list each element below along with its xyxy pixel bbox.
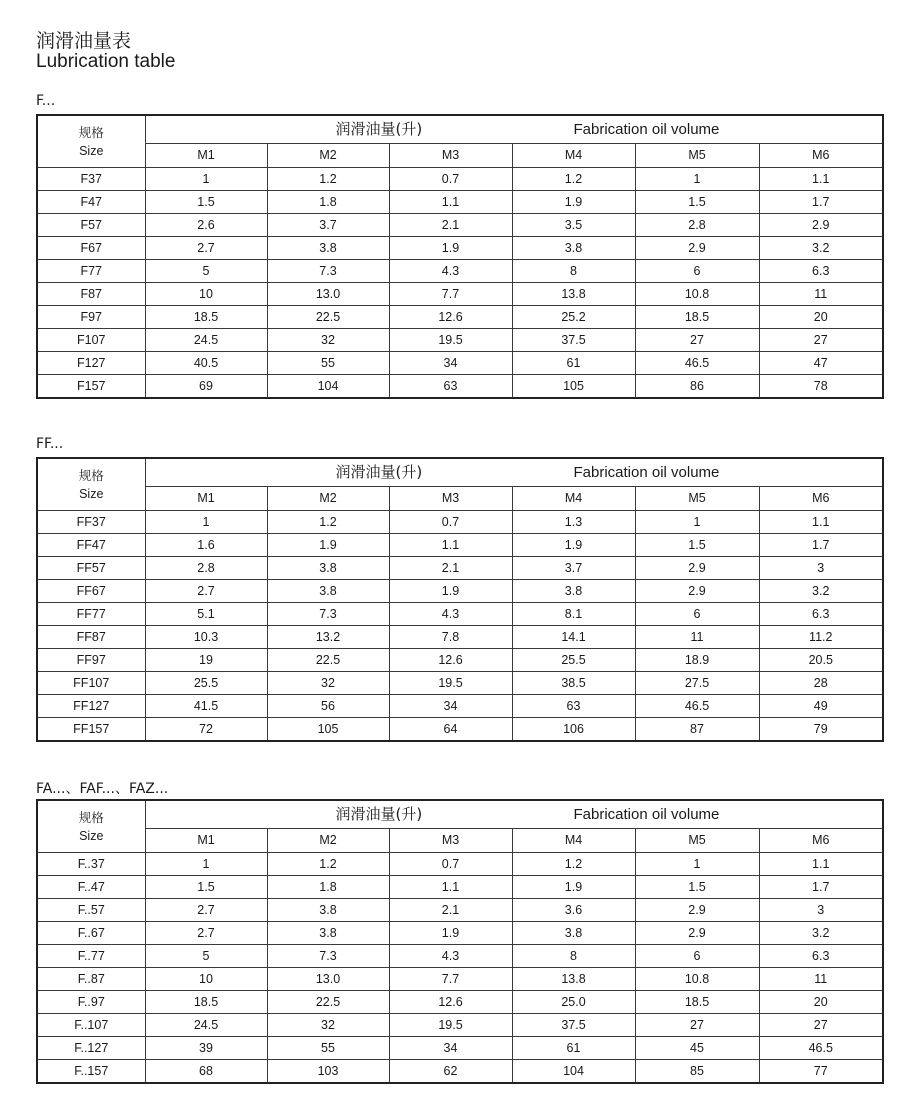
volume-cell: 3.2 xyxy=(759,580,883,603)
column-header: M1 xyxy=(145,144,267,168)
volume-cell: 2.9 xyxy=(635,899,759,922)
size-cell: F..57 xyxy=(37,899,145,922)
volume-cell: 85 xyxy=(635,1060,759,1084)
volume-cell: 27 xyxy=(635,1014,759,1037)
volume-cell: 45 xyxy=(635,1037,759,1060)
volume-cell: 2.7 xyxy=(145,580,267,603)
volume-cell: 4.3 xyxy=(389,260,512,283)
column-header: M4 xyxy=(512,487,635,511)
volume-cell: 19 xyxy=(145,649,267,672)
volume-cell: 2.9 xyxy=(759,214,883,237)
volume-cell: 11 xyxy=(759,968,883,991)
volume-cell: 1.3 xyxy=(512,511,635,534)
size-cell: FF37 xyxy=(37,511,145,534)
group-header-cn: 润滑油量(升) xyxy=(335,805,423,823)
volume-cell: 27.5 xyxy=(635,672,759,695)
size-cell: F37 xyxy=(37,168,145,191)
volume-cell: 61 xyxy=(512,352,635,375)
section-label: F... xyxy=(36,93,56,109)
volume-cell: 6.3 xyxy=(759,945,883,968)
size-cell: FF67 xyxy=(37,580,145,603)
volume-cell: 1.9 xyxy=(512,876,635,899)
volume-cell: 10.3 xyxy=(145,626,267,649)
volume-cell: 1.1 xyxy=(389,534,512,557)
volume-cell: 103 xyxy=(267,1060,389,1084)
volume-cell: 34 xyxy=(389,352,512,375)
volume-cell: 64 xyxy=(389,718,512,742)
volume-cell: 1.2 xyxy=(512,853,635,876)
volume-cell: 39 xyxy=(145,1037,267,1060)
volume-cell: 1.5 xyxy=(145,191,267,214)
column-header: M6 xyxy=(759,829,883,853)
volume-cell: 37.5 xyxy=(512,1014,635,1037)
size-cell: F107 xyxy=(37,329,145,352)
table-row xyxy=(37,672,883,695)
oil-volume-group-header xyxy=(145,800,883,829)
volume-cell: 46.5 xyxy=(635,695,759,718)
size-header-en: Size xyxy=(79,486,104,501)
volume-cell: 0.7 xyxy=(389,511,512,534)
column-header: M3 xyxy=(389,487,512,511)
volume-cell: 2.9 xyxy=(635,557,759,580)
volume-cell: 1 xyxy=(635,511,759,534)
section-label: FA...、FAF...、FAZ... xyxy=(36,781,169,797)
volume-cell: 18.5 xyxy=(635,306,759,329)
volume-cell: 32 xyxy=(267,329,389,352)
table-row xyxy=(37,511,883,534)
volume-cell: 1 xyxy=(145,511,267,534)
column-header: M2 xyxy=(267,487,389,511)
page-title-cn: 润滑油量表 xyxy=(36,30,132,52)
volume-cell: 2.1 xyxy=(389,557,512,580)
volume-cell: 2.9 xyxy=(635,580,759,603)
volume-cell: 20 xyxy=(759,991,883,1014)
size-cell: FF87 xyxy=(37,626,145,649)
volume-cell: 32 xyxy=(267,672,389,695)
volume-cell: 25.5 xyxy=(512,649,635,672)
volume-cell: 7.3 xyxy=(267,603,389,626)
volume-cell: 27 xyxy=(635,329,759,352)
lubrication-table xyxy=(36,114,884,399)
volume-cell: 11 xyxy=(759,283,883,306)
volume-cell: 7.7 xyxy=(389,968,512,991)
volume-cell: 1.6 xyxy=(145,534,267,557)
volume-cell: 22.5 xyxy=(267,649,389,672)
volume-cell: 34 xyxy=(389,695,512,718)
size-cell: F157 xyxy=(37,375,145,399)
volume-cell: 2.1 xyxy=(389,899,512,922)
size-cell: FF57 xyxy=(37,557,145,580)
volume-cell: 10.8 xyxy=(635,968,759,991)
table-row xyxy=(37,626,883,649)
volume-cell: 3.5 xyxy=(512,214,635,237)
volume-cell: 1.2 xyxy=(267,511,389,534)
volume-cell: 1.9 xyxy=(512,534,635,557)
volume-cell: 68 xyxy=(145,1060,267,1084)
volume-cell: 3.6 xyxy=(512,899,635,922)
group-header-en: Fabrication oil volume xyxy=(573,464,720,481)
volume-cell: 1.2 xyxy=(267,168,389,191)
volume-cell: 25.0 xyxy=(512,991,635,1014)
volume-cell: 3.8 xyxy=(267,922,389,945)
size-cell: F87 xyxy=(37,283,145,306)
volume-cell: 1 xyxy=(635,168,759,191)
volume-cell: 20 xyxy=(759,306,883,329)
size-cell: FF47 xyxy=(37,534,145,557)
volume-cell: 105 xyxy=(512,375,635,399)
table-row xyxy=(37,1060,883,1084)
table-row xyxy=(37,853,883,876)
volume-cell: 78 xyxy=(759,375,883,399)
size-cell: FF157 xyxy=(37,718,145,742)
table-row xyxy=(37,534,883,557)
volume-cell: 4.3 xyxy=(389,603,512,626)
volume-cell: 1.5 xyxy=(635,191,759,214)
volume-cell: 1.5 xyxy=(635,534,759,557)
volume-cell: 1.1 xyxy=(389,191,512,214)
volume-cell: 5 xyxy=(145,260,267,283)
volume-cell: 3.7 xyxy=(512,557,635,580)
table-row xyxy=(37,1014,883,1037)
table-row xyxy=(37,718,883,742)
volume-cell: 87 xyxy=(635,718,759,742)
volume-cell: 106 xyxy=(512,718,635,742)
volume-cell: 0.7 xyxy=(389,853,512,876)
volume-cell: 19.5 xyxy=(389,672,512,695)
volume-cell: 5 xyxy=(145,945,267,968)
size-cell: F..107 xyxy=(37,1014,145,1037)
volume-cell: 18.9 xyxy=(635,649,759,672)
column-header: M3 xyxy=(389,829,512,853)
volume-cell: 46.5 xyxy=(759,1037,883,1060)
volume-cell: 13.0 xyxy=(267,968,389,991)
volume-cell: 1.8 xyxy=(267,876,389,899)
volume-cell: 1.5 xyxy=(635,876,759,899)
volume-cell: 1.1 xyxy=(389,876,512,899)
page-title-en: Lubrication table xyxy=(36,51,176,72)
table-row xyxy=(37,214,883,237)
volume-cell: 2.6 xyxy=(145,214,267,237)
volume-cell: 19.5 xyxy=(389,329,512,352)
volume-cell: 62 xyxy=(389,1060,512,1084)
volume-cell: 1 xyxy=(145,853,267,876)
volume-cell: 8 xyxy=(512,945,635,968)
column-header: M4 xyxy=(512,144,635,168)
volume-cell: 3 xyxy=(759,899,883,922)
oil-volume-group-header xyxy=(145,458,883,487)
volume-cell: 2.7 xyxy=(145,237,267,260)
table-row xyxy=(37,237,883,260)
volume-cell: 6 xyxy=(635,260,759,283)
volume-cell: 1.9 xyxy=(512,191,635,214)
size-cell: F..47 xyxy=(37,876,145,899)
table-row xyxy=(37,945,883,968)
volume-cell: 13.0 xyxy=(267,283,389,306)
volume-cell: 3.8 xyxy=(267,899,389,922)
volume-cell: 2.9 xyxy=(635,237,759,260)
volume-cell: 12.6 xyxy=(389,306,512,329)
size-header-cn: 规格 xyxy=(78,468,104,483)
volume-cell: 1.9 xyxy=(389,237,512,260)
size-cell: F77 xyxy=(37,260,145,283)
volume-cell: 1.7 xyxy=(759,191,883,214)
column-header: M4 xyxy=(512,829,635,853)
volume-cell: 1.5 xyxy=(145,876,267,899)
size-header xyxy=(37,115,145,168)
column-header: M1 xyxy=(145,829,267,853)
volume-cell: 77 xyxy=(759,1060,883,1084)
volume-cell: 24.5 xyxy=(145,1014,267,1037)
volume-cell: 11.2 xyxy=(759,626,883,649)
volume-cell: 41.5 xyxy=(145,695,267,718)
size-cell: F..77 xyxy=(37,945,145,968)
volume-cell: 2.8 xyxy=(145,557,267,580)
column-header: M6 xyxy=(759,144,883,168)
size-cell: FF77 xyxy=(37,603,145,626)
size-cell: F97 xyxy=(37,306,145,329)
column-header: M2 xyxy=(267,829,389,853)
volume-cell: 3.8 xyxy=(267,557,389,580)
table-row xyxy=(37,306,883,329)
volume-cell: 7.8 xyxy=(389,626,512,649)
volume-cell: 104 xyxy=(512,1060,635,1084)
volume-cell: 13.8 xyxy=(512,283,635,306)
volume-cell: 86 xyxy=(635,375,759,399)
size-header-cn: 规格 xyxy=(78,810,104,825)
volume-cell: 13.2 xyxy=(267,626,389,649)
volume-cell: 79 xyxy=(759,718,883,742)
volume-cell: 1.1 xyxy=(759,853,883,876)
volume-cell: 11 xyxy=(635,626,759,649)
table-row xyxy=(37,922,883,945)
volume-cell: 105 xyxy=(267,718,389,742)
volume-cell: 1 xyxy=(635,853,759,876)
volume-cell: 63 xyxy=(512,695,635,718)
volume-cell: 3.8 xyxy=(512,237,635,260)
table-row xyxy=(37,260,883,283)
volume-cell: 25.5 xyxy=(145,672,267,695)
group-header-en: Fabrication oil volume xyxy=(573,121,720,138)
volume-cell: 1.8 xyxy=(267,191,389,214)
volume-cell: 2.8 xyxy=(635,214,759,237)
size-cell: F..97 xyxy=(37,991,145,1014)
size-header-en: Size xyxy=(79,143,104,158)
volume-cell: 19.5 xyxy=(389,1014,512,1037)
size-cell: F..67 xyxy=(37,922,145,945)
size-cell: FF127 xyxy=(37,695,145,718)
oil-volume-group-header xyxy=(145,115,883,144)
size-cell: FF107 xyxy=(37,672,145,695)
volume-cell: 0.7 xyxy=(389,168,512,191)
size-cell: F57 xyxy=(37,214,145,237)
column-header: M1 xyxy=(145,487,267,511)
table-row xyxy=(37,695,883,718)
volume-cell: 104 xyxy=(267,375,389,399)
volume-cell: 2.9 xyxy=(635,922,759,945)
volume-cell: 3.8 xyxy=(267,237,389,260)
volume-cell: 6 xyxy=(635,603,759,626)
table-row xyxy=(37,329,883,352)
table-row xyxy=(37,991,883,1014)
volume-cell: 49 xyxy=(759,695,883,718)
volume-cell: 13.8 xyxy=(512,968,635,991)
volume-cell: 20.5 xyxy=(759,649,883,672)
table-row xyxy=(37,899,883,922)
section-label: FF... xyxy=(36,436,64,452)
size-header xyxy=(37,458,145,511)
volume-cell: 10 xyxy=(145,283,267,306)
volume-cell: 8.1 xyxy=(512,603,635,626)
volume-cell: 56 xyxy=(267,695,389,718)
volume-cell: 1.7 xyxy=(759,876,883,899)
volume-cell: 32 xyxy=(267,1014,389,1037)
table-row xyxy=(37,352,883,375)
volume-cell: 1.7 xyxy=(759,534,883,557)
volume-cell: 7.7 xyxy=(389,283,512,306)
volume-cell: 25.2 xyxy=(512,306,635,329)
column-header: M6 xyxy=(759,487,883,511)
table-row xyxy=(37,580,883,603)
volume-cell: 10 xyxy=(145,968,267,991)
table-row xyxy=(37,191,883,214)
volume-cell: 6 xyxy=(635,945,759,968)
table-row xyxy=(37,283,883,306)
volume-cell: 1.1 xyxy=(759,168,883,191)
size-header-en: Size xyxy=(79,828,104,843)
size-cell: F..127 xyxy=(37,1037,145,1060)
volume-cell: 3 xyxy=(759,557,883,580)
volume-cell: 2.1 xyxy=(389,214,512,237)
column-header: M2 xyxy=(267,144,389,168)
volume-cell: 37.5 xyxy=(512,329,635,352)
volume-cell: 2.7 xyxy=(145,922,267,945)
volume-cell: 2.7 xyxy=(145,899,267,922)
volume-cell: 38.5 xyxy=(512,672,635,695)
column-header: M5 xyxy=(635,144,759,168)
volume-cell: 55 xyxy=(267,1037,389,1060)
volume-cell: 1.9 xyxy=(389,922,512,945)
volume-cell: 3.2 xyxy=(759,922,883,945)
volume-cell: 1.9 xyxy=(389,580,512,603)
size-cell: F..37 xyxy=(37,853,145,876)
volume-cell: 4.3 xyxy=(389,945,512,968)
table-row xyxy=(37,876,883,899)
table-row xyxy=(37,603,883,626)
size-header-cn: 规格 xyxy=(78,125,104,140)
column-header: M5 xyxy=(635,487,759,511)
volume-cell: 10.8 xyxy=(635,283,759,306)
volume-cell: 1.2 xyxy=(267,853,389,876)
volume-cell: 3.8 xyxy=(512,580,635,603)
volume-cell: 61 xyxy=(512,1037,635,1060)
size-cell: F..157 xyxy=(37,1060,145,1084)
volume-cell: 12.6 xyxy=(389,649,512,672)
volume-cell: 6.3 xyxy=(759,260,883,283)
size-cell: F47 xyxy=(37,191,145,214)
group-header-en: Fabrication oil volume xyxy=(573,806,720,823)
table-row xyxy=(37,375,883,399)
volume-cell: 63 xyxy=(389,375,512,399)
volume-cell: 27 xyxy=(759,1014,883,1037)
size-cell: F..87 xyxy=(37,968,145,991)
volume-cell: 40.5 xyxy=(145,352,267,375)
volume-cell: 46.5 xyxy=(635,352,759,375)
column-header: M3 xyxy=(389,144,512,168)
table-row xyxy=(37,1037,883,1060)
group-header-cn: 润滑油量(升) xyxy=(335,463,423,481)
volume-cell: 69 xyxy=(145,375,267,399)
volume-cell: 5.1 xyxy=(145,603,267,626)
volume-cell: 22.5 xyxy=(267,306,389,329)
volume-cell: 1.2 xyxy=(512,168,635,191)
size-cell: F67 xyxy=(37,237,145,260)
volume-cell: 1.9 xyxy=(267,534,389,557)
lubrication-table xyxy=(36,799,884,1084)
volume-cell: 47 xyxy=(759,352,883,375)
size-header xyxy=(37,800,145,853)
table-row xyxy=(37,557,883,580)
volume-cell: 34 xyxy=(389,1037,512,1060)
volume-cell: 7.3 xyxy=(267,260,389,283)
volume-cell: 8 xyxy=(512,260,635,283)
volume-cell: 72 xyxy=(145,718,267,742)
volume-cell: 6.3 xyxy=(759,603,883,626)
column-header: M5 xyxy=(635,829,759,853)
size-cell: F127 xyxy=(37,352,145,375)
volume-cell: 18.5 xyxy=(635,991,759,1014)
volume-cell: 22.5 xyxy=(267,991,389,1014)
volume-cell: 18.5 xyxy=(145,306,267,329)
volume-cell: 3.7 xyxy=(267,214,389,237)
volume-cell: 24.5 xyxy=(145,329,267,352)
volume-cell: 12.6 xyxy=(389,991,512,1014)
volume-cell: 3.8 xyxy=(267,580,389,603)
table-row xyxy=(37,649,883,672)
volume-cell: 1 xyxy=(145,168,267,191)
volume-cell: 14.1 xyxy=(512,626,635,649)
volume-cell: 27 xyxy=(759,329,883,352)
table-row xyxy=(37,968,883,991)
lubrication-table xyxy=(36,457,884,742)
volume-cell: 3.2 xyxy=(759,237,883,260)
volume-cell: 1.1 xyxy=(759,511,883,534)
volume-cell: 18.5 xyxy=(145,991,267,1014)
volume-cell: 28 xyxy=(759,672,883,695)
group-header-cn: 润滑油量(升) xyxy=(335,120,423,138)
size-cell: FF97 xyxy=(37,649,145,672)
volume-cell: 3.8 xyxy=(512,922,635,945)
volume-cell: 7.3 xyxy=(267,945,389,968)
table-row xyxy=(37,168,883,191)
volume-cell: 55 xyxy=(267,352,389,375)
